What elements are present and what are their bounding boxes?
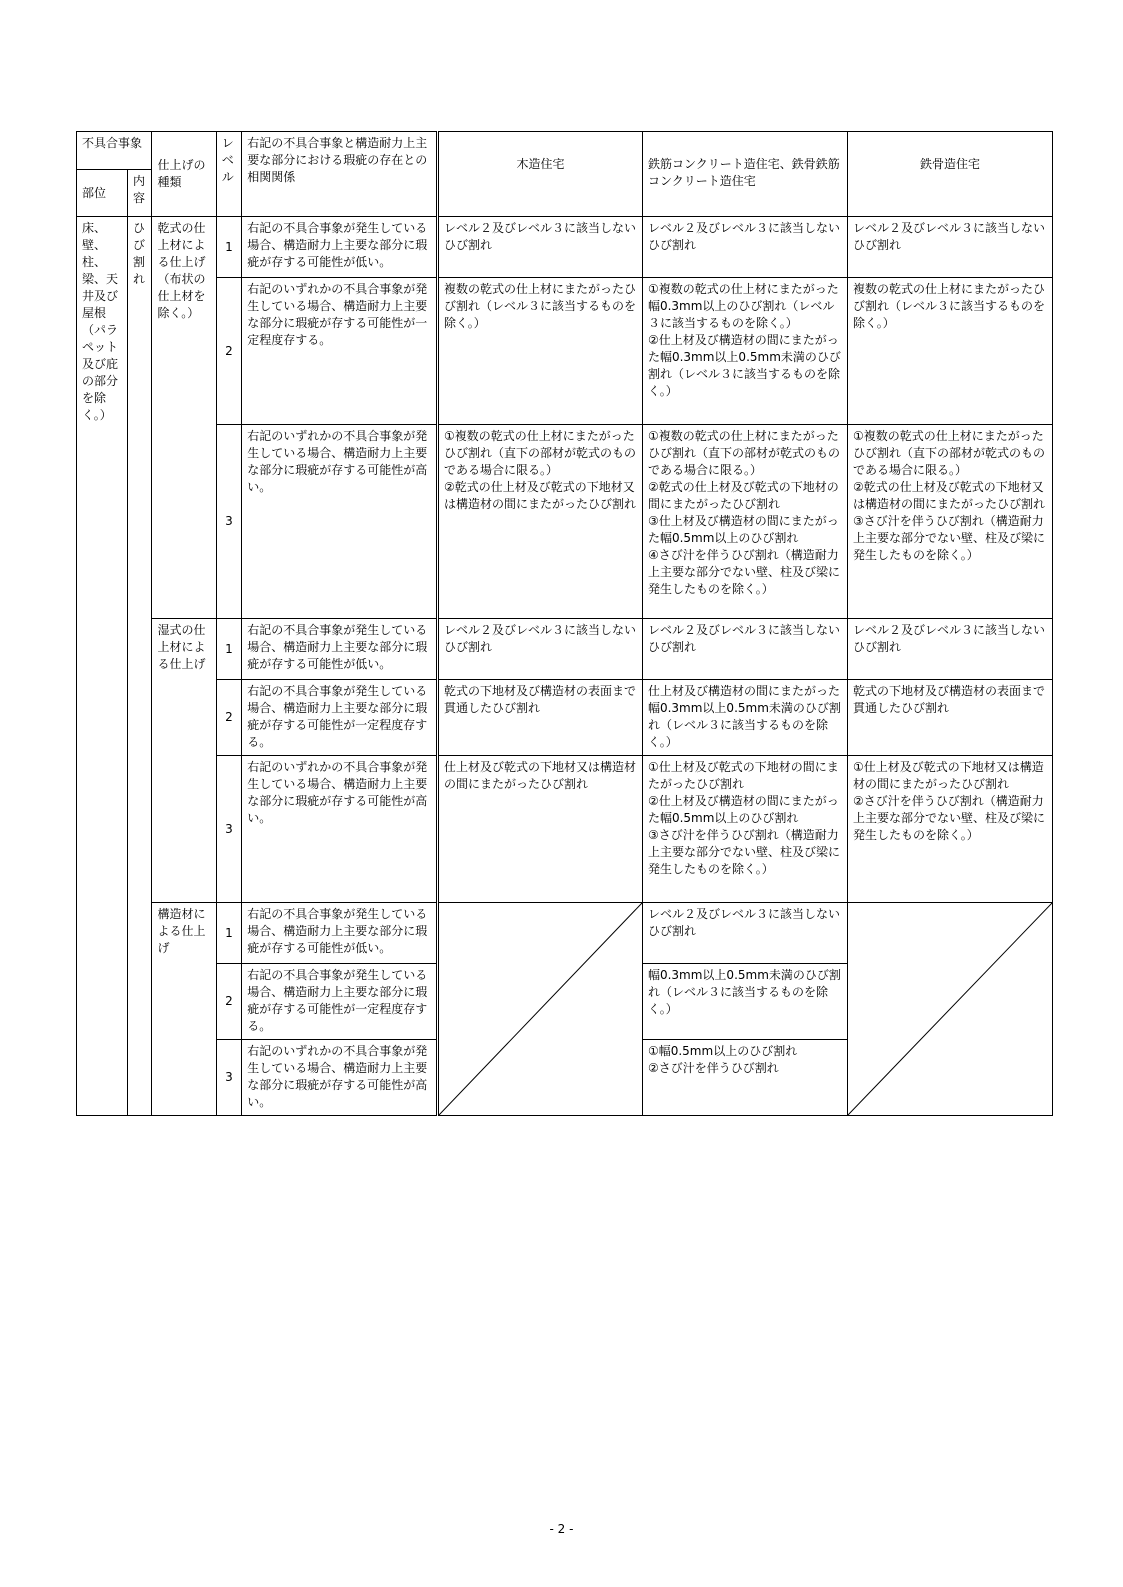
correlation-cell: 右記のいずれかの不具合事象が発生している場合、構造耐力上主要な部分に瑕疵が存する可能性が高い。 (242, 756, 438, 903)
level-cell: 3 (216, 1040, 241, 1116)
criteria-item: ①複数の乾式の仕上材にまたがったひび割れ（直下の部材が乾式のものである場合に限る。） (647, 429, 840, 477)
steel-cell: 複数の乾式の仕上材にまたがったひび割れ（レベル３に該当するものを除く。） (847, 278, 1052, 425)
header-content: 内容 (127, 170, 151, 217)
header-row (77, 132, 1053, 170)
level-cell: 3 (216, 756, 241, 903)
criteria-item: ③さび汁を伴うひび割れ（構造耐力上主要な部分でない壁、柱及び梁に発生したものを除く。） (852, 514, 1045, 562)
defect-criteria-table (76, 131, 1053, 1116)
table-row (77, 425, 1053, 619)
criteria-item: ③さび汁を伴うひび割れ（構造耐力上主要な部分でない壁、柱及び梁に発生したものを除く。） (647, 828, 840, 876)
wood-cell: 仕上材及び乾式の下地材又は構造材の間にまたがったひび割れ (437, 756, 642, 903)
criteria-item: ②乾式の仕上材及び乾式の下地材又は構造材の間にまたがったひび割れ (443, 480, 636, 511)
steel-cell (847, 756, 1052, 903)
wood-cell: 乾式の下地材及び構造材の表面まで貫通したひび割れ (437, 680, 642, 756)
rc-cell (642, 1040, 847, 1116)
wood-cell: レベル２及びレベル３に該当しないひび割れ (437, 619, 642, 680)
correlation-cell: 右記のいずれかの不具合事象が発生している場合、構造耐力上主要な部分に瑕疵が存する可能性が一定程度存する。 (242, 278, 438, 425)
correlation-cell: 右記の不具合事象が発生している場合、構造耐力上主要な部分に瑕疵が存する可能性が一定程度存する。 (242, 964, 438, 1040)
diagonal-slash-icon (848, 903, 1052, 1115)
content-cell: ひび割れ (127, 217, 151, 1116)
level-cell: 1 (216, 619, 241, 680)
level-cell: 2 (216, 680, 241, 756)
criteria-item: ②乾式の仕上材及び乾式の下地材の間にまたがったひび割れ (647, 480, 839, 511)
criteria-item: ①複数の乾式の仕上材にまたがったひび割れ（直下の部材が乾式のものである場合に限る。） (852, 429, 1045, 477)
rc-cell: レベル２及びレベル３に該当しないひび割れ (642, 217, 847, 278)
table-row (77, 903, 1053, 964)
wood-cell: レベル２及びレベル３に該当しないひび割れ (437, 217, 642, 278)
header-steel: 鉄骨造住宅 (847, 132, 1052, 217)
criteria-item: ②さび汁を伴うひび割れ（構造耐力上主要な部分でない壁、柱及び梁に発生したものを除く。） (852, 794, 1045, 842)
diagonal-slash-icon (439, 903, 642, 1115)
header-correlation: 右記の不具合事象と構造耐力上主要な部分における瑕疵の存在との相関関係 (242, 132, 438, 217)
criteria-item: ①仕上材及び乾式の下地材又は構造材の間にまたがったひび割れ (852, 760, 1044, 791)
header-wood: 木造住宅 (437, 132, 642, 217)
criteria-item: ①複数の乾式の仕上材にまたがった幅0.3mm以上のひび割れ（レベル３に該当するものを除く。） (647, 282, 839, 330)
header-part: 部位 (77, 170, 128, 217)
table-row (77, 217, 1053, 278)
table-row (77, 278, 1053, 425)
rc-cell: 仕上材及び構造材の間にまたがった幅0.3mm以上0.5mm未満のひび割れ（レベル３に該当するものを除く。） (642, 680, 847, 756)
rc-cell (642, 425, 847, 619)
header-defect: 不具合事象 (77, 132, 152, 170)
header-level: レベル (216, 132, 241, 217)
rc-cell: 幅0.3mm以上0.5mm未満のひび割れ（レベル３に該当するものを除く。） (642, 964, 847, 1040)
correlation-cell: 右記の不具合事象が発生している場合、構造耐力上主要な部分に瑕疵が存する可能性が低い。 (242, 619, 438, 680)
correlation-cell: 右記のいずれかの不具合事象が発生している場合、構造耐力上主要な部分に瑕疵が存する可能性が高い。 (242, 425, 438, 619)
criteria-item: ③仕上材及び構造材の間にまたがった幅0.5mm以上のひび割れ (647, 514, 839, 545)
correlation-cell: 右記の不具合事象が発生している場合、構造耐力上主要な部分に瑕疵が存する可能性が低い。 (242, 217, 438, 278)
steel-cell (847, 425, 1052, 619)
level-cell: 2 (216, 278, 241, 425)
finish-type-wet: 湿式の仕上材による仕上げ (152, 619, 216, 903)
rc-cell: レベル２及びレベル３に該当しないひび割れ (642, 619, 847, 680)
level-cell: 1 (216, 217, 241, 278)
criteria-item: ②仕上材及び構造材の間にまたがった幅0.5mm以上のひび割れ (647, 794, 839, 825)
table-row (77, 619, 1053, 680)
steel-cell: レベル２及びレベル３に該当しないひび割れ (847, 619, 1052, 680)
criteria-item: ②仕上材及び構造材の間にまたがった幅0.3mm以上0.5mm未満のひび割れ（レベル３に該当するものを除く。） (647, 333, 841, 398)
rc-cell: レベル２及びレベル３に該当しないひび割れ (642, 903, 847, 964)
steel-cell: レベル２及びレベル３に該当しないひび割れ (847, 217, 1052, 278)
level-cell: 1 (216, 903, 241, 964)
criteria-item: ①幅0.5mm以上のひび割れ (647, 1044, 798, 1058)
correlation-cell: 右記のいずれかの不具合事象が発生している場合、構造耐力上主要な部分に瑕疵が存する可能性が高い。 (242, 1040, 438, 1116)
header-rc: 鉄筋コンクリート造住宅、鉄骨鉄筋コンクリート造住宅 (642, 132, 847, 217)
finish-type-structural: 構造材による仕上げ (152, 903, 216, 1116)
rc-cell (642, 756, 847, 903)
wood-not-applicable-cell (437, 903, 642, 1116)
criteria-item: ①仕上材及び乾式の下地材の間にまたがったひび割れ (647, 760, 839, 791)
criteria-item: ④さび汁を伴うひび割れ（構造耐力上主要な部分でない壁、柱及び梁に発生したものを除く。） (647, 548, 840, 596)
header-finish-type: 仕上げの種類 (152, 132, 216, 217)
steel-cell: 乾式の下地材及び構造材の表面まで貫通したひび割れ (847, 680, 1052, 756)
level-cell: 3 (216, 425, 241, 619)
rc-cell (642, 278, 847, 425)
steel-not-applicable-cell (847, 903, 1052, 1116)
table-row (77, 756, 1053, 903)
page-number: - 2 - (549, 1522, 574, 1536)
wood-cell: 複数の乾式の仕上材にまたがったひび割れ（レベル３に該当するものを除く。） (437, 278, 642, 425)
part-cell: 床、壁、柱、梁、天井及び屋根（パラペット及び庇の部分を除く。） (77, 217, 128, 1116)
criteria-item: ①複数の乾式の仕上材にまたがったひび割れ（直下の部材が乾式のものである場合に限る。） (443, 429, 636, 477)
criteria-item: ②さび汁を伴うひび割れ (647, 1061, 779, 1075)
correlation-cell: 右記の不具合事象が発生している場合、構造耐力上主要な部分に瑕疵が存する可能性が一定程度存する。 (242, 680, 438, 756)
finish-type-dry: 乾式の仕上材による仕上げ（布状の仕上材を除く。） (152, 217, 216, 619)
wood-cell (437, 425, 642, 619)
table-row (77, 680, 1053, 756)
level-cell: 2 (216, 964, 241, 1040)
criteria-item: ②乾式の仕上材及び乾式の下地材又は構造材の間にまたがったひび割れ (852, 480, 1045, 511)
correlation-cell: 右記の不具合事象が発生している場合、構造耐力上主要な部分に瑕疵が存する可能性が低い。 (242, 903, 438, 964)
